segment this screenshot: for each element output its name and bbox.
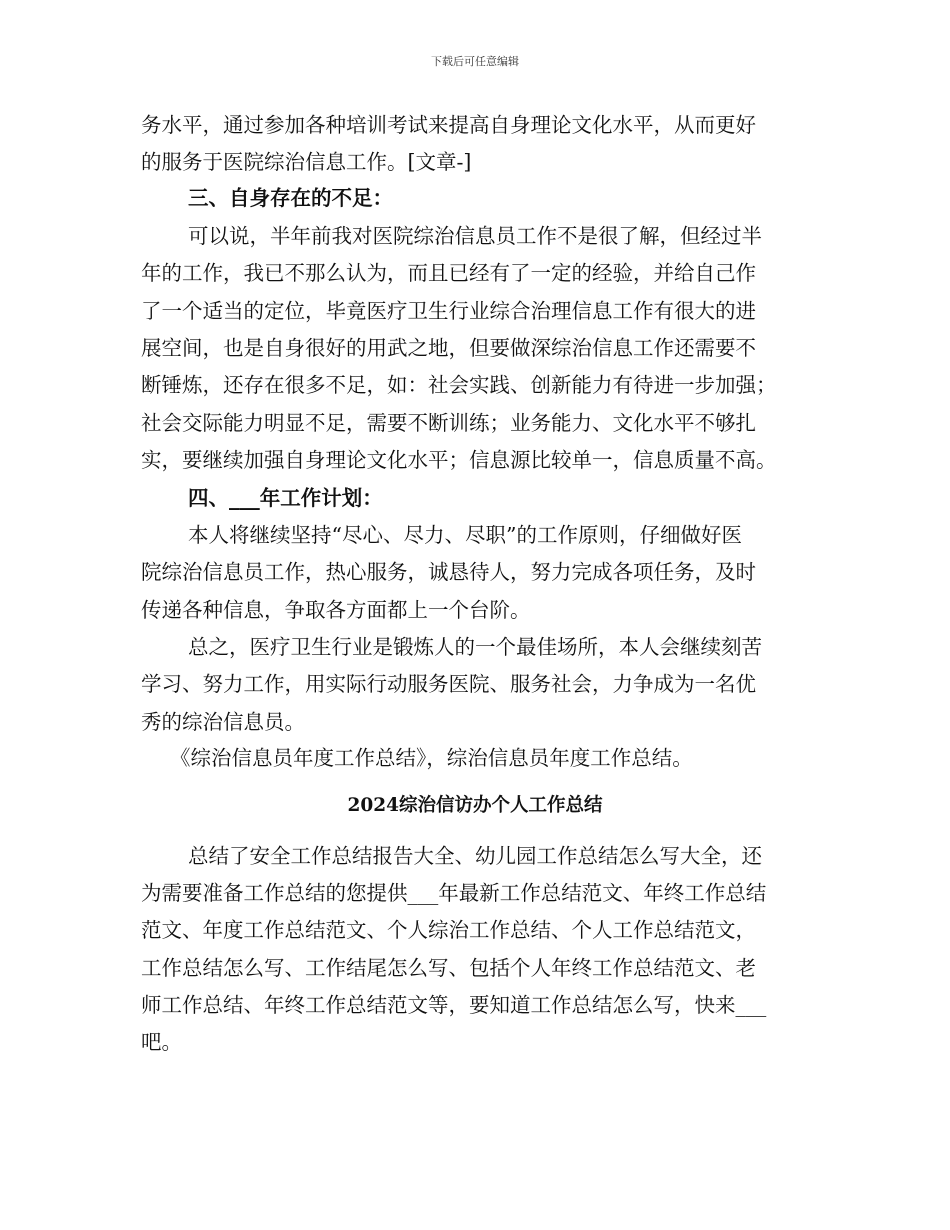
paragraph-line: 院综治信息员工作，热心服务，诚恳待人，努力完成各项任务，及时: [141, 560, 756, 584]
paragraph-line: 总之，医疗卫生行业是锻炼人的一个最佳场所，本人会继续刻苦: [188, 635, 762, 659]
page-header: 下载后可任意编辑: [431, 55, 519, 68]
paragraph-line: 工作总结怎么写、工作结尾怎么写、包括个人年终工作总结范文、老: [141, 956, 756, 980]
paragraph-line: 年的工作，我已不那么认为，而且已经有了一定的经验，并给自己作: [141, 261, 756, 285]
paragraph-line: 务水平，通过参加各种培训考试来提高自身理论文化水平，从而更好: [141, 113, 756, 137]
paragraph-line: 了一个适当的定位，毕竟医疗卫生行业综合治理信息工作有很大的进: [141, 299, 756, 323]
paragraph-line: 为需要准备工作总结的您提供___年最新工作总结范文、年终工作总结: [141, 881, 767, 905]
paragraph-line: 展空间，也是自身很好的用武之地，但要做深综治信息工作还需要不: [141, 336, 756, 360]
paragraph-line: 社会交际能力明显不足，需要不断训练；业务能力、文化水平不够扎: [141, 411, 756, 435]
paragraph-line: 师工作总结、年终工作总结范文等，要知道工作总结怎么写，快来___: [141, 993, 767, 1017]
paragraph-line: 的服务于医院综治信息工作。[文章-]: [141, 150, 472, 174]
paragraph-line: 可以说，半年前我对医院综治信息员工作不是很了解，但经过半: [188, 224, 762, 248]
paragraph-line: 本人将继续坚持“尽心、尽力、尽职”的工作原则，仔细做好医: [188, 523, 742, 547]
document-title: 2024综治信访办个人工作总结: [347, 795, 603, 816]
section-heading: 四、___年工作计划：: [188, 486, 383, 510]
paragraph-line: 学习、努力工作，用实际行动服务医院、服务社会，力争成为一名优: [141, 672, 756, 696]
paragraph-line: 传递各种信息，争取各方面都上一个台阶。: [141, 598, 531, 622]
paragraph-line: 断锤炼，还存在很多不足，如：社会实践、创新能力有待进一步加强；: [141, 373, 777, 397]
paragraph-line: 《综治信息员年度工作总结》，综治信息员年度工作总结。: [170, 746, 693, 770]
paragraph-line: 秀的综治信息员。: [141, 710, 305, 734]
paragraph-line: 总结了安全工作总结报告大全、幼儿园工作总结怎么写大全，还: [188, 844, 762, 868]
section-heading: 三、自身存在的不足：: [188, 186, 393, 210]
paragraph-line: 吧。: [141, 1030, 182, 1054]
paragraph-line: 实，要继续加强自身理论文化水平；信息源比较单一，信息质量不高。: [141, 448, 777, 472]
paragraph-line: 范文、年度工作总结范文、个人综治工作总结、个人工作总结范文，: [141, 918, 756, 942]
